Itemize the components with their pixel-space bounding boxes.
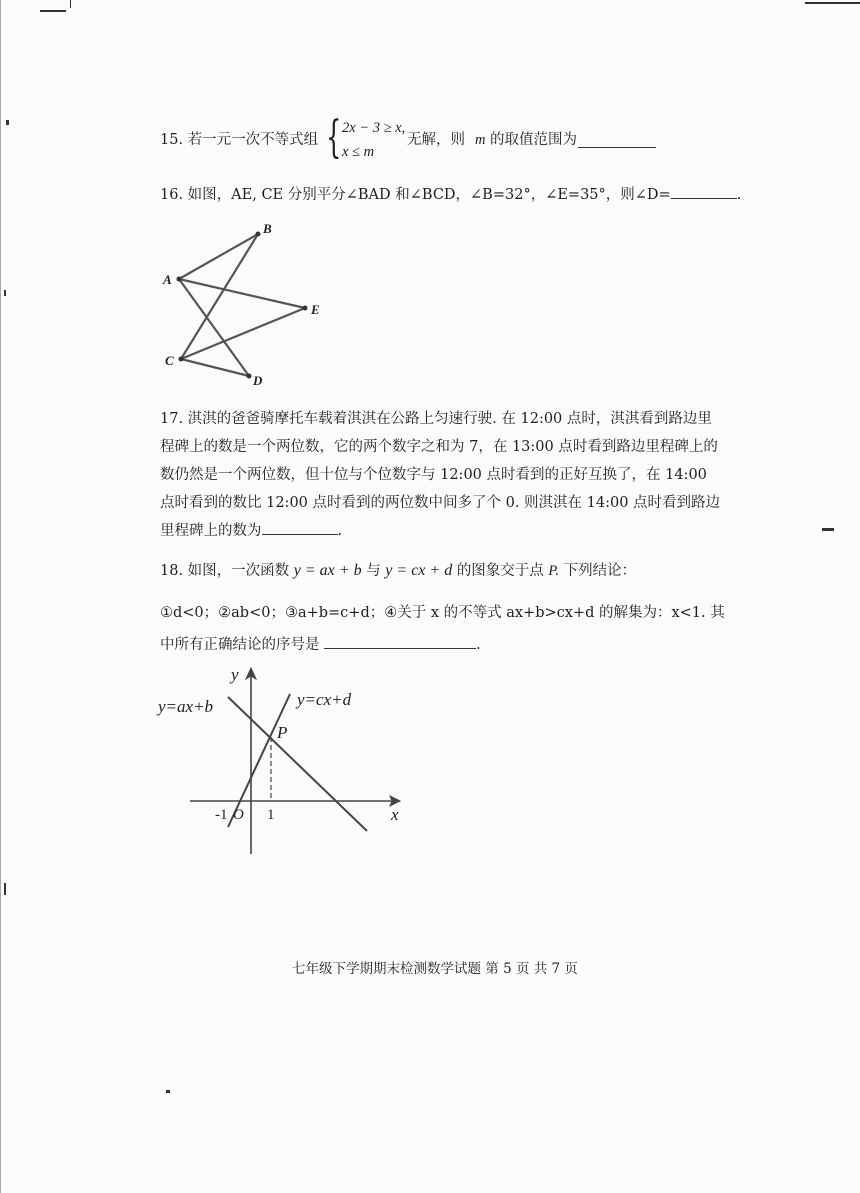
scan-mark-top-left-2 bbox=[70, 0, 71, 8]
label-D: D bbox=[253, 373, 263, 388]
q18-line1-b: 与 bbox=[366, 563, 381, 579]
q18-line1-d: 下列结论： bbox=[563, 563, 637, 579]
tick-neg-1: -1 bbox=[215, 807, 228, 823]
q18-line-2: ①d<0；②ab<0；③a+b=c+d；④关于 x 的不等式 ax+b>cx+d 的解集为：x<1. 其 bbox=[160, 605, 725, 621]
x-axis-label: x bbox=[391, 805, 399, 824]
q15-answer-blank bbox=[578, 133, 656, 148]
q16-figure bbox=[155, 218, 335, 390]
scan-mark-left-edge bbox=[0, 0, 1, 1193]
page-footer: 七年级下学期期末检测数学试题 第 5 页 共 7 页 bbox=[292, 961, 578, 977]
question-15 bbox=[160, 112, 680, 166]
q17-last-line: 里程碑上的数为 bbox=[160, 523, 262, 539]
tick-1: 1 bbox=[267, 807, 275, 823]
q16-text: 16. 如图，AE, CE 分别平分∠BAD 和∠BCD，∠B=32°，∠E=35°，则∠D= bbox=[160, 187, 671, 203]
segment-AB bbox=[179, 234, 258, 279]
label-E: E bbox=[311, 302, 320, 317]
scan-mark-top-left bbox=[40, 10, 66, 12]
question-16 bbox=[160, 184, 742, 205]
label-B: B bbox=[263, 221, 272, 236]
scan-speck-1 bbox=[6, 120, 9, 125]
label-A: A bbox=[163, 272, 172, 287]
q15-brace: { bbox=[326, 112, 342, 163]
q15-prefix: 15. 若一元一次不等式组 bbox=[160, 132, 319, 148]
q18-function-1: y = ax + b bbox=[293, 562, 362, 579]
q15-inequality-1: 2x − 3 ≥ x, bbox=[342, 120, 406, 136]
scan-mark-top-right bbox=[805, 2, 860, 4]
q16-answer-blank bbox=[671, 184, 737, 199]
q18-function-2: y = cx + d bbox=[385, 562, 453, 579]
question-18 bbox=[160, 561, 720, 581]
label-C: C bbox=[165, 353, 174, 368]
q17-end: . bbox=[337, 523, 343, 539]
q18-point: P. bbox=[548, 563, 560, 579]
scan-speck-2 bbox=[4, 290, 6, 296]
label-y-ax-b: y=ax+b bbox=[158, 697, 214, 716]
line-y-ax-b bbox=[228, 697, 367, 831]
y-axis-label: y bbox=[231, 665, 239, 684]
q18-line3-text: 中所有正确结论的序号是 bbox=[160, 637, 320, 653]
scan-speck-3 bbox=[822, 528, 834, 531]
q17-line-3: 数仍然是一个两位数，但十位与个位数字与 12:00 点时看到的正好互换了，在 14:00 bbox=[160, 467, 707, 483]
label-y-cx-d: y=cx+d bbox=[297, 690, 352, 709]
q18-graph bbox=[155, 662, 415, 862]
q18-end: . bbox=[476, 637, 481, 653]
q17-line-5 bbox=[160, 517, 720, 545]
q15-var-m: m bbox=[475, 132, 486, 148]
q18-line-3 bbox=[160, 634, 481, 655]
q17-line-4: 点时看到的数比 12:00 点时看到的两位数中间多了个 0. 则淇淇在 14:00 点时看到路边 bbox=[160, 495, 721, 511]
q15-inequality-2: x ≤ m bbox=[342, 144, 375, 160]
label-point-P: P bbox=[277, 723, 288, 742]
q17-answer-blank bbox=[262, 520, 338, 535]
q16-end: . bbox=[736, 187, 742, 203]
q15-suffix-a: 无解，则 bbox=[407, 132, 465, 148]
q17-line-2: 程碑上的数是一个两位数，它的两个数字之和为 7，在 13:00 点时看到路边里程碑上的 bbox=[160, 439, 718, 455]
q18-answer-blank bbox=[324, 634, 476, 649]
q17-line-1: 17. 淇淇的爸爸骑摩托车载着淇淇在公路上匀速行驶. 在 12:00 点时，淇淇看到路边里 bbox=[160, 411, 712, 427]
q18-line1-a: 18. 如图，一次函数 bbox=[160, 563, 290, 579]
scan-speck-4 bbox=[4, 883, 6, 895]
scan-speck-5 bbox=[166, 1090, 170, 1093]
question-17 bbox=[160, 405, 720, 545]
origin-label: O bbox=[233, 807, 244, 823]
q18-line1-c: 的图象交于点 bbox=[456, 563, 544, 579]
q15-suffix-b: 的取值范围为 bbox=[490, 132, 577, 148]
segment-CE bbox=[181, 308, 305, 359]
